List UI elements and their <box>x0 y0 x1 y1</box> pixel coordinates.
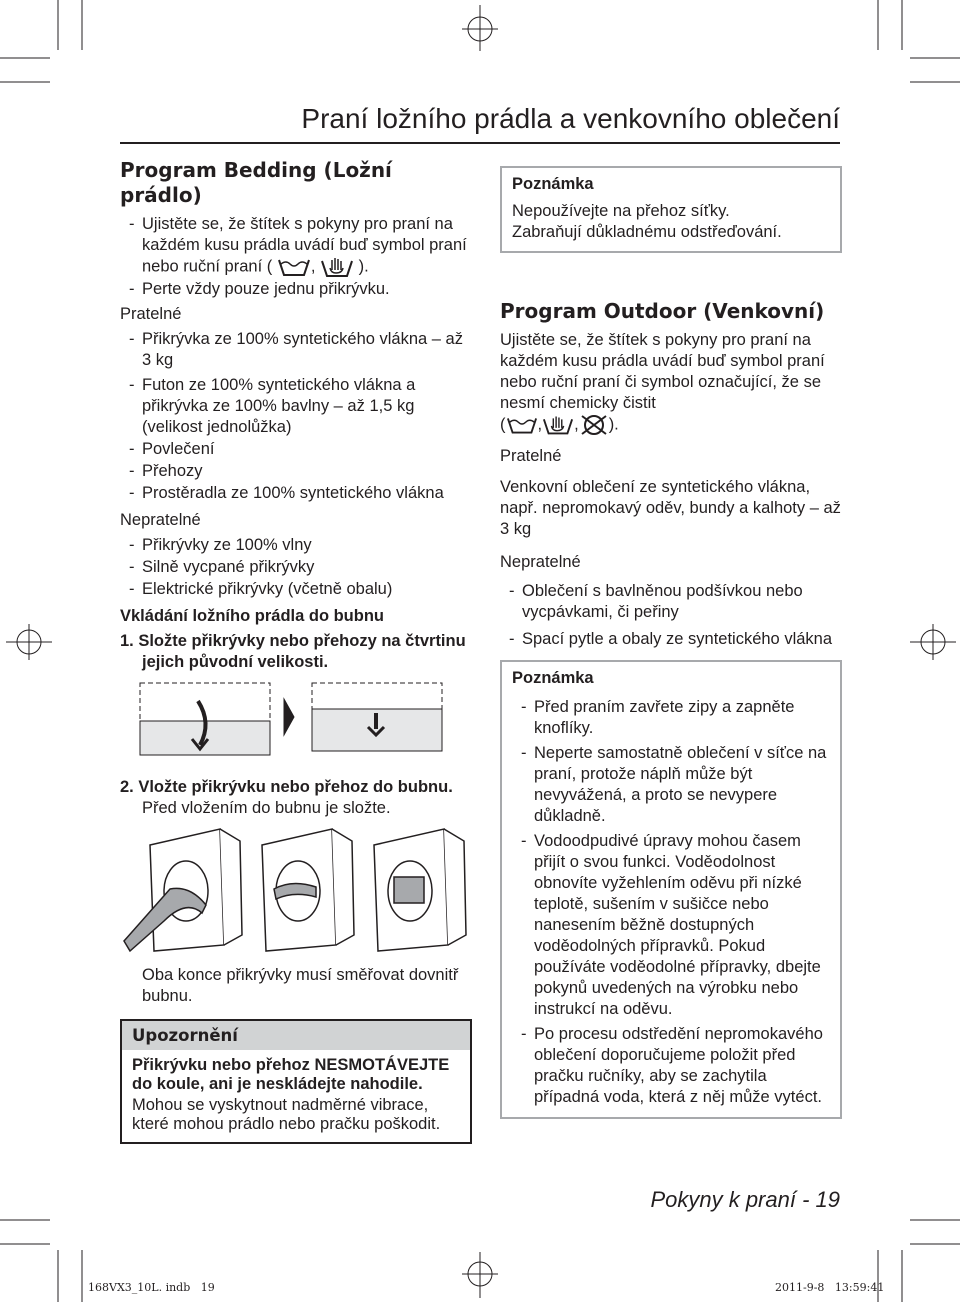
print-slug-date: 2011-9-8 13:59:41 <box>775 1281 885 1294</box>
list-item: - Povlečení <box>120 439 472 460</box>
outdoor-intro: Ujistěte se, že štítek s pokyny pro praní na každém kusu prádla uvádí buď symbol praní nebo ruční praní či symbol označující, že se nesmí chemicky čistit ( , , ). <box>500 330 842 436</box>
folding-figure <box>120 679 472 763</box>
washing-machine-icon <box>262 829 354 951</box>
note-line: Zabraňují důkladnému odstřeďování. <box>512 223 782 241</box>
bedding-intro-list <box>120 214 472 300</box>
wash-tub-icon <box>506 415 538 435</box>
outdoor-washable-label: Pratelné <box>500 447 562 465</box>
note-list <box>512 697 830 1108</box>
hand-wash-icon <box>320 256 354 278</box>
note-title: Poznámka <box>512 175 594 193</box>
outdoor-washable-text: Venkovní oblečení ze syntetického vlákna, např. nepromokavý oděv, bundy a kalhoty – až 3 kg <box>500 478 841 538</box>
outdoor-nonwashable-list <box>500 581 842 650</box>
hand-wash-icon <box>542 414 574 436</box>
right-column <box>500 166 842 1119</box>
list-item: - Oblečení s bavlněnou podšívkou nebo vycpávkami, či peřiny <box>500 581 842 623</box>
step-1: 1. Složte přikrývky nebo přehozy na čtvrtinu jejich původní velikosti. <box>120 632 466 671</box>
list-item: - Elektrické přikrývky (včetně obalu) <box>120 579 472 600</box>
caution-body <box>122 1050 470 1142</box>
washing-machine-icon <box>124 829 242 951</box>
step-2: 2. Vložte přikrývku nebo přehoz do bubnu. Před vložením do bubnu je složte. <box>120 778 453 817</box>
figure-caption: Oba konce přikrývky musí směřovat dovnitř bubnu. <box>142 966 459 1005</box>
arrow-right-icon <box>284 699 294 735</box>
note-line: Nepoužívejte na přehoz síťky. <box>512 202 730 220</box>
caution-box <box>120 1019 472 1144</box>
page-title: Praní ložního prádla a venkovního oblečení <box>301 103 840 134</box>
left-column <box>120 158 472 1144</box>
washing-machine-icon <box>374 829 466 951</box>
wash-tub-icon <box>277 257 311 277</box>
no-dry-clean-icon <box>579 414 609 436</box>
list-item: - Spací pytle a obaly ze syntetického vlákna <box>500 629 842 650</box>
list-item: - Neperte samostatně oblečení v síťce na praní, protože náplň může být nevyvážená, a proto se nevypere důkladně. <box>512 743 830 827</box>
list-item: - Přehozy <box>120 461 472 482</box>
note-box <box>500 660 842 1119</box>
washable-list <box>120 329 472 504</box>
registration-mark-icon <box>6 624 52 660</box>
print-slug-file: 168VX3_10L. indb 19 <box>88 1281 215 1294</box>
caution-text: Mohou se vyskytnout nadměrné vibrace, které mohou prádlo nebo pračku poškodit. <box>132 1096 441 1133</box>
washable-label: Pratelné <box>120 305 182 323</box>
list-item: - Futon ze 100% syntetického vlákna a přikrývka ze 100% bavlny – až 1,5 kg (velikost jednolůžka) <box>120 375 472 438</box>
loading-figure <box>120 825 472 955</box>
caution-title: Upozornění <box>122 1021 470 1050</box>
header-divider <box>120 142 840 144</box>
outdoor-heading: Program Outdoor (Venkovní) <box>500 299 825 323</box>
registration-mark-icon <box>462 5 498 51</box>
list-item: - Perte vždy pouze jednu přikrývku. <box>120 279 472 300</box>
list-item: - Přikrývka ze 100% syntetického vlákna – až 3 kg <box>120 329 472 371</box>
note-title: Poznámka <box>512 669 594 687</box>
registration-mark-icon <box>910 624 956 660</box>
list-item: - Před praním zavřete zipy a zapněte knoflíky. <box>512 697 830 739</box>
list-item: - Vodoodpudivé úpravy mohou časem přijít o svou funkci. Voděodolnost obnovíte vyžehlením oděvu při nízké teplotě, sušením v sušičce nebo nanesením běžně dostupných voděodolných přípravků. Pokud používáte voděodolné přípravky, dbejte pokynů uvedených na výrobku nebo instrukcí na oděvu. <box>512 831 830 1020</box>
note-box <box>500 166 842 253</box>
page-number-label: Pokyny k praní - 19 <box>650 1187 840 1212</box>
caution-warning: Přikrývku nebo přehoz NESMOTÁVEJTE do koule, ani je neskládejte nahodile. <box>132 1056 450 1093</box>
list-item: - Přikrývky ze 100% vlny <box>120 535 472 556</box>
loading-heading: Vkládání ložního prádla do bubnu <box>120 607 384 625</box>
nonwashable-list <box>120 535 472 600</box>
nonwashable-label: Nepratelné <box>120 511 201 529</box>
list-item: - Silně vycpané přikrývky <box>120 557 472 578</box>
list-item: - Prostěradla ze 100% syntetického vlákna <box>120 483 472 504</box>
outdoor-nonwashable-label: Nepratelné <box>500 553 581 571</box>
list-item: - Ujistěte se, že štítek s pokyny pro praní na každém kusu prádla uvádí buď symbol praní nebo ruční praní ( , ). <box>120 214 472 278</box>
bedding-heading: Program Bedding (Ložní prádlo) <box>120 158 392 207</box>
list-item: - Po procesu odstředění nepromokavého oblečení doporučujeme položit před pračku ručníky, aby se zachytila případná voda, která z něj může vytéct. <box>512 1024 830 1108</box>
registration-mark-icon <box>462 1252 498 1298</box>
